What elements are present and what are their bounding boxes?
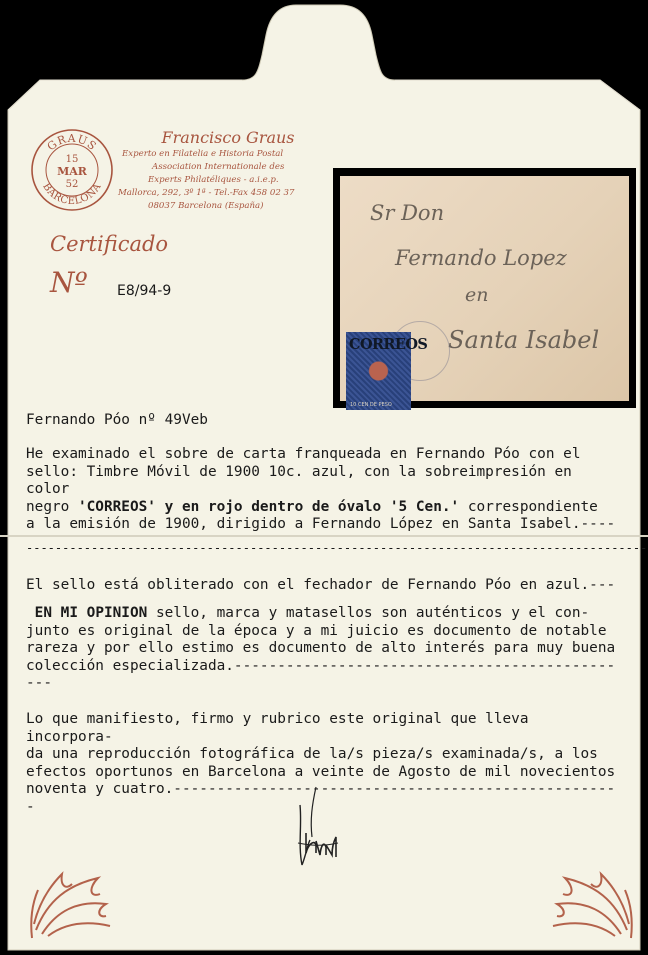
paragraph-opinion [26,605,616,693]
seal-bottom-text: BARCELONA [40,181,104,208]
opinion-heading: EN MI OPINION [34,605,148,621]
graus-seal [30,128,114,212]
corner-ornament-right [545,860,635,940]
fold-line [0,535,648,537]
expert-name: Francisco Graus [161,128,295,147]
seal-year: 52 [65,179,79,190]
cover-photograph [333,168,636,408]
seal-day: 15 [65,154,79,165]
postage-stamp [346,332,428,410]
paragraph-line: da una reproducción fotográfica de la/s pieza/s examinada/s, a los [26,746,598,763]
expert-line-1: Experto en Filatelia e Historia Postal [122,149,284,159]
seal-month: MAR [57,165,87,178]
paragraph-line: negro 'CORREOS' y en rojo dentro de óvalo '5 Cen.' correspondiente [26,498,598,515]
expert-line-3: Experts Philatéliques - a.i.e.p. [148,175,279,185]
address-line-4: Santa Isabel [448,326,600,354]
address-line-1: Sr Don [370,201,445,225]
stamp-value: 10 CEN DE PESO [350,402,392,408]
certificate-number: E8/94-9 [117,283,172,299]
paragraph-examination [26,446,616,534]
dashed-divider: -------------------------------------------------------------------------------------- [26,541,648,555]
certificate-title: Certificado [50,232,169,256]
paragraph-line: efectos oportunos en Barcelona a veinte de Agosto de mil novecientos [26,763,616,780]
overprint-description: 'CORREOS' y en rojo dentro de óvalo '5 Cen.' [77,498,460,515]
paragraph-line: Lo que manifiesto, firmo y rubrico este original que lleva incorpora- [26,711,529,745]
paragraph-cancellation: El sello está obliterado con el fechador de Fernando Póo en azul.--- [26,577,616,593]
paragraph-line: He examinado el sobre de carta franqueada en Fernando Póo con el [26,446,581,462]
paragraph-line: noventa y cuatro.---------------------------------------------------- [26,781,616,815]
envelope [340,176,629,408]
certificate-no-label: Nº [50,266,88,299]
paragraph-line: EN MI OPINION sello, marca y matasellos son auténticos y el con- [34,605,590,621]
seal-top-text: GRAUS [44,131,100,154]
expert-line-5: 08037 Barcelona (España) [148,201,264,211]
expert-line-4: Mallorca, 292, 3º 1ª - Tel.-Fax 458 02 37 [118,188,295,198]
paragraph-line: junto es original de la época y a mi juicio es documento de notable [26,622,607,639]
address-line-3: en [465,284,489,306]
paragraph-line: a la emisión de 1900, dirigido a Fernando López en Santa Isabel.---- [26,516,616,533]
paragraph-line: sello: Timbre Móvil de 1900 10c. azul, con la sobreimpresión en color [26,463,572,498]
signature [288,785,348,875]
address-line-2: Fernando Lopez [395,246,567,270]
paragraph-line: colección especializada.----------------------------------------------- [26,657,616,692]
paragraph-line: rareza y por ello estimo es documento de alto interés para muy buena [26,640,616,657]
stamp-overprint: CORREOS [349,336,428,353]
item-reference: Fernando Póo nº 49Veb [26,412,208,428]
expert-letterhead [118,128,338,213]
corner-ornament-left [28,860,118,940]
expert-line-2: Association Internationale des [152,162,285,172]
